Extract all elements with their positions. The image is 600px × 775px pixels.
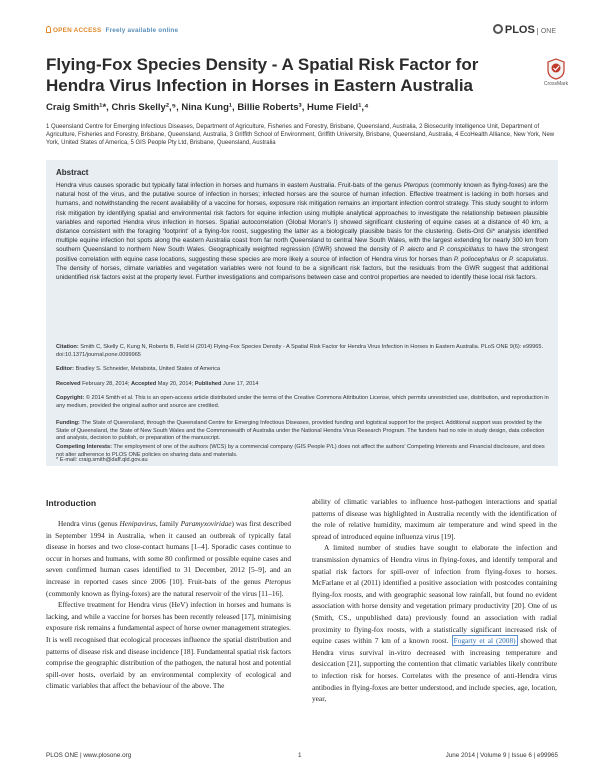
- email: [56, 457, 551, 465]
- email-address[interactable]: craig.smith@daff.qld.gov.au: [77, 457, 148, 463]
- article-title: Flying-Fox Species Density - A Spatial Risk Factor for Hendra Virus Infection in Horses in Eastern Australia: [46, 55, 479, 95]
- body-paragraph: [46, 518, 291, 599]
- published-date: June 17, 2014: [221, 381, 259, 387]
- abstract-text: [56, 181, 548, 282]
- affiliations: 1 Queensland Centre for Emerging Infectious Diseases, Department of Agriculture, Fisheries and Forestry, Brisbane, Queensland, Australia, 2 Biosecurity Intelligence Unit, Department of Agriculture, Fisheries and Forestry, Brisbane, Queensland, Australia, 3 Griffith School of Environment, Griffith University, Brisbane, Queensland, Australia, 4 EcoHealth Alliance, New York, New York, United States of America, 5 GIS People Pty Ltd, Brisbane, Queensland, Australia: [46, 124, 555, 147]
- genus-name: Pteropus: [403, 182, 429, 189]
- body-text: , family: [155, 519, 181, 528]
- footer-journal: PLOS ONE | www.plosone.org: [46, 752, 132, 759]
- introduction-heading: Introduction: [46, 498, 97, 508]
- abstract-text-part: . The density of horses, climate variables and vegetation variables were not found to be a significant risk factors, but the residuals from the GWR suggest that additional unidentified risk factors exist at the property level. Further investigations and comparisons between case and control properties are needed to identify these local risk factors.: [56, 255, 548, 282]
- abstract-text-part: (commonly known as flying-foxes) are the natural host of the virus, and the putative source of infection in horses; infected horses are the source of human infection. Effective treatment is lacking in both horses and humans, and notwithstanding the recent availability of a vaccine for horses, exposure risk mitigation remains an important infection control strategy. This study sought to inform risk mitigation by identifying spatial and environmental risk factors for equine infection using multiple analytical approaches to investigate the relationship between plausible variables and reported Hendra virus infection in horses. Spatial autocorrelation (Global Moran's I) showed significant clustering of equine cases at a distance of 40 km, a distance consistent with the foraging ‘footprint’ of a flying-fox roost, suggesting the latter as a biologically plausible basis for the clustering. Getis-Ord Gi* analysis identified multiple equine infection hot spots along the eastern Australia coast from far north Queensland to central New South Wales, with the largest extending for nearly 300 km from southern Queensland to northern New South Wales. Geographically weighted regression (GWR) showed the density of: [56, 182, 548, 254]
- body-column-right: [312, 496, 557, 705]
- plos-logo-text: PLOS: [504, 24, 535, 36]
- open-access-label: OPEN ACCESS: [53, 27, 102, 34]
- abstract-text-part: and: [424, 246, 440, 254]
- abstract-text-part: to have the strongest positive correlation with equine case locations, suggesting these species are more likely a source of infection of Hendra virus for horses than: [56, 246, 548, 263]
- species-name: P. scapulatus: [509, 255, 547, 263]
- journal-header: [46, 24, 556, 40]
- genus-name: Pteropus: [264, 576, 291, 586]
- body-paragraph: ability of climatic variables to influence host-pathogen interactions and spatial patterns of disease was highlighted in Australia recently with the identification of the role of relative humidity, maximum air temperature and wind speed in the spread of introduced equine influenza virus [19].: [312, 497, 557, 541]
- body-text: (commonly known as flying-foxes) are the natural reservoir of the virus [11–16].: [46, 588, 284, 598]
- species-name: P. alecto: [399, 246, 425, 254]
- copyright: [56, 395, 551, 410]
- citation: [56, 344, 551, 359]
- body-paragraph: Effective treatment for Hendra virus (HeV) infection in horses and humans is lacking, and while a vaccine for horses has been recently released [17], minimising exposure risk remains a fundamental aspect of horse owner management strategies. It is well recognised that ecological processes influence the spatial distribution and patterns of disease risk and disease incidence [18]. Fundamental spatial risk factors comprise the geographic distribution of the pathogen, the natural host and potential spill-over hosts, overlaid by an environmental complexity of ecological and climatic variables that affect the behaviour of the above. The: [46, 600, 291, 691]
- body-text: A limited number of studies have sought to elaborate the infection and transmission dynamics of Hendra virus in flying-foxes, and identify temporal and spatial risk factors for spill-over of infection from flying-foxes to horses. McFarlane et al (2011) identified a positive association with postcodes containing flying-fox roosts, and with geographic seasonal low rainfall, but found no evident association with horse density and vegetation primary productivity [20]. One of us (Smith, CS., unpublished data) previously found an association with radial proximity to flying-fox roosts, with a statistically significant increased risk of equine cases within 7 km of a known roost.: [312, 543, 557, 646]
- email-label: * E-mail:: [56, 457, 78, 463]
- species-name: P. poliocephalus: [453, 255, 500, 263]
- copyright-text: © 2014 Smith et al. This is an open-access article distributed under the terms of the Creative Commons Attribution License, which permits unrestricted use, distribution, and reproduction in any medium, provided the original author and source are credited.: [56, 395, 549, 409]
- open-access-lock-icon: [46, 26, 51, 33]
- genus-name: Henipavirus: [119, 519, 156, 528]
- published-label: Published: [194, 381, 222, 387]
- open-access-badge: [46, 26, 178, 34]
- dates: [56, 381, 551, 389]
- body-text: showed that Hendra virus survival in-vitro decreased with increasing temperature and desiccation [21], supporting the contention that climatic variables likely contribute to infection risk for horses. Correlates with the presence of anti-Hendra virus antibodies in flying-foxes are better understood, and include species, age, location, year,: [312, 636, 557, 704]
- crossmark-icon: [547, 58, 565, 80]
- freely-available-label: Freely available online: [105, 27, 179, 34]
- accepted-label: Accepted: [130, 381, 157, 387]
- editor: [56, 366, 551, 374]
- family-name: Paramyxoviridae: [180, 519, 232, 528]
- editor-text: Bradley S. Schneider, Metabiota, United States of America: [74, 366, 221, 372]
- crossmark-badge[interactable]: [538, 58, 574, 87]
- species-name: P. conspicillatus: [439, 246, 485, 254]
- received-label: Received: [56, 381, 81, 387]
- crossmark-label: CrossMark: [543, 81, 569, 87]
- author-list: Craig Smith¹*, Chris Skelly²,⁵, Nina Kung¹, Billie Roberts³, Hume Field¹,⁴: [46, 102, 369, 113]
- received-date: February 28, 2014;: [80, 381, 131, 387]
- body-text: Hendra virus (genus: [58, 519, 120, 528]
- abstract-text-part: Hendra virus causes sporadic but typically fatal infection in horses and humans in eastern Australia. Fruit-bats of the genus: [56, 182, 404, 189]
- plos-logo-icon: [493, 24, 503, 34]
- accepted-date: May 20, 2014;: [156, 381, 195, 387]
- body-paragraph: [312, 542, 557, 704]
- body-text: ) was first described in September 1994 in Australia, when it caused an outbreak of typically fatal disease in horses and two close-contact humans [1–4]. Sporadic cases continue to occur in horses and humans, with some 80 confirmed or possible equine cases and seven confirmed human cases identified to 31 December, 2012 [5–9], and an increase in reported cases since 2006 [10]. Fruit-bats of the genus: [46, 519, 291, 586]
- copyright-label: Copyright:: [56, 395, 85, 401]
- abstract-text-part: or: [499, 255, 510, 263]
- funding-label: Funding:: [56, 420, 80, 426]
- citation-text: Smith C, Skelly C, Kung N, Roberts B, Field H (2014) Flying-Fox Species Density - A Spatial Risk Factor for Hendra Virus Infection in Horses in Eastern Australia. PLoS ONE 9(6): e99965. doi:10.1371/journal.pone.0099965: [56, 344, 544, 358]
- abstract-heading: Abstract: [56, 168, 89, 177]
- citation-label: Citation:: [56, 344, 79, 350]
- editor-label: Editor:: [56, 366, 75, 372]
- reference-link[interactable]: Fogarty et al (2008): [453, 636, 516, 646]
- funding: [56, 420, 551, 443]
- page-number: 1: [298, 752, 302, 759]
- competing-interests-text: The employment of one of the authors (WCS) by a commercial company (GIS People P/L) does not affect the authors' Competing Interests and Financial disclosure, and does not alter adherence to PLOS ONE policies on sharing data and materials.: [56, 444, 545, 458]
- footer-issue: June 2014 | Volume 9 | Issue 6 | e99965: [445, 752, 558, 759]
- funding-text: The State of Queensland, through the Queensland Centre for Emerging Infectious Diseases, provided funding and logistical support for the project. Additional support was provided by the State of Queensland, the State of New South Wales and the Commonwealth of Australia under the National Hendra Virus Research Program. The funders had no role in study design, data collection and analysis, decision to publish, or preparation of the manuscript.: [56, 420, 545, 442]
- plos-one-sub: ONE: [537, 28, 556, 35]
- plos-one-logo: [493, 24, 556, 36]
- competing-interests-label: Competing Interests:: [56, 444, 112, 450]
- body-column-left: [46, 498, 291, 692]
